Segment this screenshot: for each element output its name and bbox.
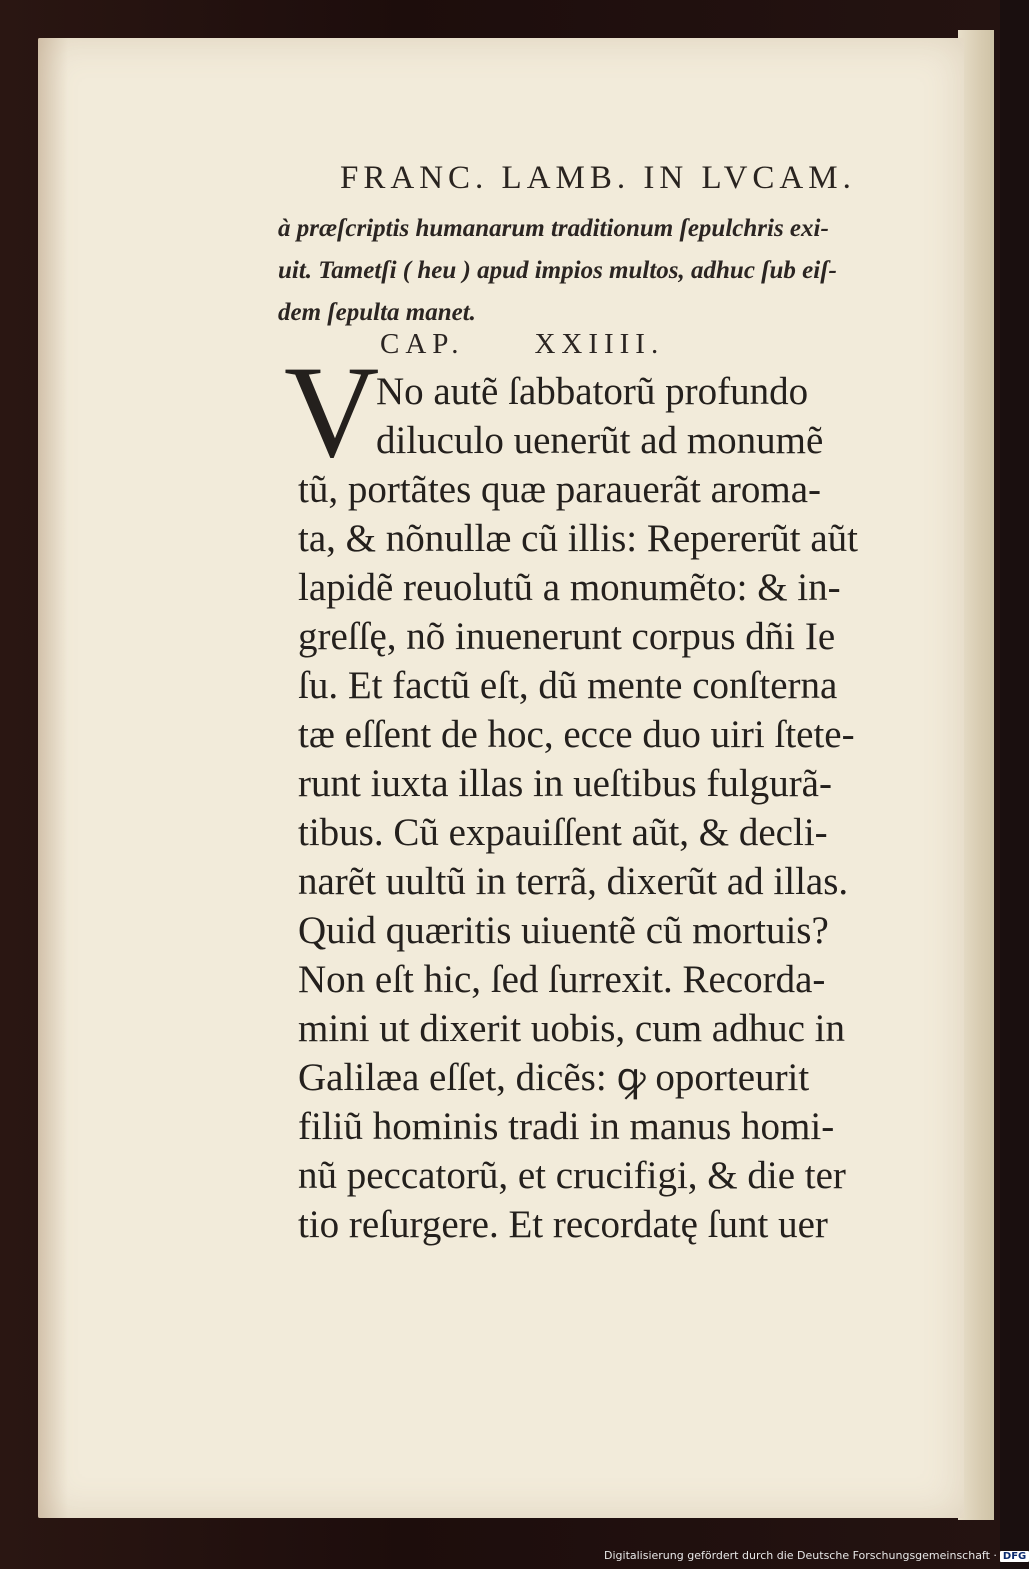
text-line: filiũ hominis tradi in manus homi- <box>298 1105 835 1148</box>
page-spine-shadow <box>38 38 68 1518</box>
running-head: FRANC. LAMB. IN LVCAM. <box>340 160 856 196</box>
text-line: ta, & nõnullæ cũ illis: Repererũt aũt <box>298 517 858 560</box>
text-line: tæ eſſent de hoc, ecce duo uiri ſtete- <box>298 713 855 756</box>
text-line: greſſę, nõ inuenerunt corpus dñi Ie <box>298 615 836 658</box>
text-line: runt iuxta illas in ueſtibus fulgurã- <box>298 762 832 805</box>
text-line: Galilæa eſſet, dicẽs: ꝙ oporteurit <box>298 1056 810 1099</box>
drop-cap: V <box>284 338 380 485</box>
text-line: Quid quæritis uiuentẽ cũ mortuis? <box>298 909 829 952</box>
text-line: tibus. Cũ expauiſſent aũt, & decli- <box>298 811 828 854</box>
text-line: tũ, portãtes quæ parauerãt aroma- <box>298 468 822 511</box>
text-line: No autẽ ſabbatorũ profundo <box>376 370 809 413</box>
text-line: diluculo uenerũt ad monumẽ <box>376 419 824 462</box>
body-text <box>298 367 938 1249</box>
intro-line: dem ſepulta manet. <box>278 299 476 326</box>
intro-paragraph <box>278 208 928 334</box>
intro-line: à præſcriptis humanarum traditionum ſepulchris exi- <box>278 215 829 242</box>
intro-line: uit. Tametſi ( heu ) apud impios multos, adhuc ſub eiſ- <box>278 257 837 284</box>
chapter-number: XXIIII. <box>534 328 665 360</box>
chapter-heading <box>380 328 740 361</box>
text-line: ſu. Et factũ eſt, dũ mente conſterna <box>298 664 838 707</box>
digitization-credit <box>604 1549 1029 1562</box>
text-line: mini ut dixerit uobis, cum adhuc in <box>298 1007 846 1050</box>
text-line: nũ peccatorũ, et crucifigi, & die ter <box>298 1154 846 1197</box>
chapter-label: CAP. <box>380 328 465 360</box>
dfg-logo: DFG <box>1000 1551 1029 1562</box>
text-line: narẽt uultũ in terrã, dixerũt ad illas. <box>298 860 849 903</box>
text-line: Non eſt hic, ſed ſurrexit. Recorda- <box>298 958 826 1001</box>
credit-text: Digitalisierung gefördert durch die Deutsche Forschungsgemeinschaft · <box>604 1549 997 1562</box>
text-line: lapidẽ reuolutũ a monumẽto: & in- <box>298 566 841 609</box>
text-line: tio reſurgere. Et recordatę ſunt uer <box>298 1203 828 1246</box>
